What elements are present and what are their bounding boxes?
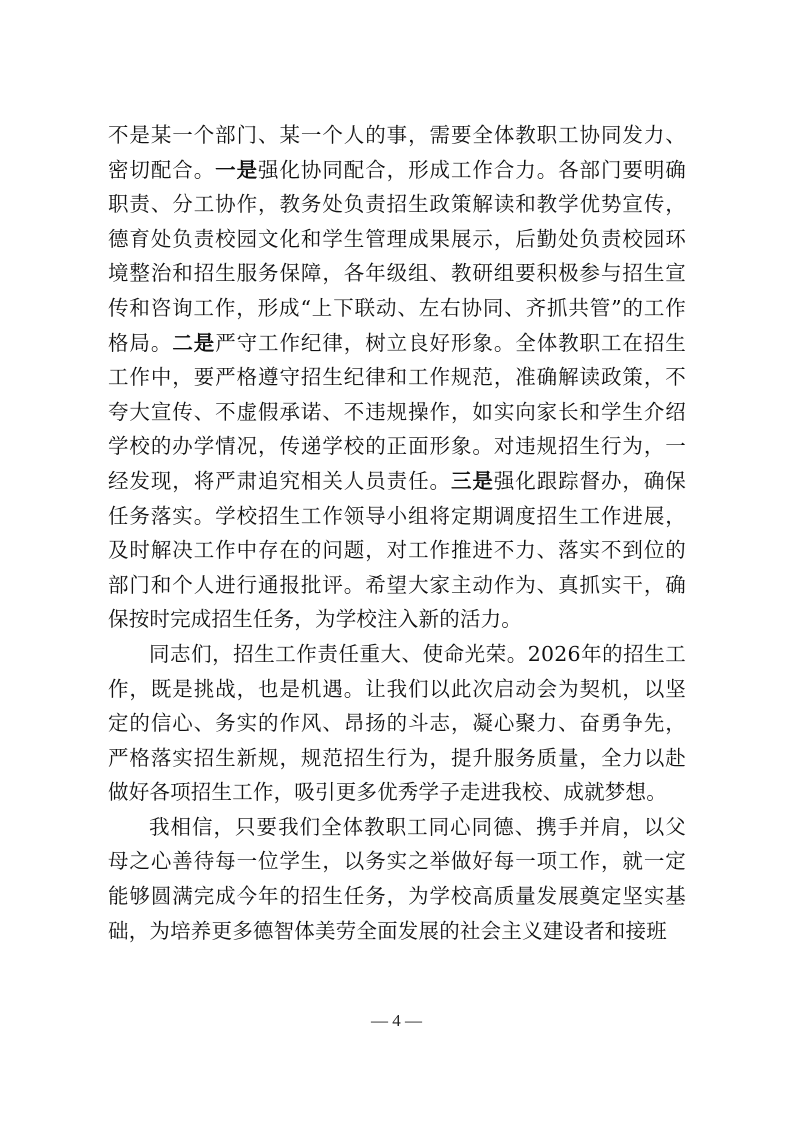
point-three-label: 三是 [450, 468, 494, 493]
point-two-text: 严守工作纪律，树立良好形象。全体教职工在招生工作中，要严格遵守招生纪律和工作规范，准确解读政策，不夸大宣传、不虚假承诺、不违规操作，如实向家长和学生介绍学校的办学情况，传递学校的正面形象。对违规招生行为，一经发现，将严肃追究相关人员责任。 [108, 330, 686, 493]
paragraph-1 [108, 118, 686, 637]
paragraph-2 [108, 637, 686, 810]
point-one-label: 一是 [215, 157, 259, 182]
page-number: — 4 — [371, 1011, 422, 1030]
point-two-label: 二是 [172, 330, 216, 355]
paragraph-2-text: 同志们，招生工作责任重大、使命光荣。2026年的招生工作，既是挑战，也是机遇。让我们以此次启动会为契机，以坚定的信心、务实的作风、昂扬的斗志，凝心聚力、奋勇争先，严格落实招生新规，规范招生行为，提升服务质量，全力以赴做好各项招生工作，吸引更多优秀学子走进我校、成就梦想。 [108, 641, 686, 805]
point-three-text: 强化跟踪督办，确保任务落实。学校招生工作领导小组将定期调度招生工作进展，及时解决工作中存在的问题，对工作推进不力、落实不到位的部门和个人进行通报批评。希望大家主动作为、真抓实干，确保按时完成招生任务，为学校注入新的活力。 [108, 468, 686, 632]
paragraph-3-text: 我相信，只要我们全体教职工同心同德、携手并肩，以父母之心善待每一位学生，以务实之举做好每一项工作，就一定能够圆满完成今年的招生任务，为学校高质量发展奠定坚实基础，为培养更多德智体美劳全面发展的社会主义建设者和接班 [108, 814, 686, 943]
body-text [108, 118, 686, 948]
paragraph-1-text: 不是某一个部门、某一个人的事，需要全体教职工协同发力、密切配合。 [108, 123, 686, 182]
paragraph-3 [108, 810, 686, 948]
point-one-text: 强化协同配合，形成工作合力。各部门要明确职责、分工协作，教务处负责招生政策解读和教学优势宣传，德育处负责校园文化和学生管理成果展示，后勤处负责校园环境整治和招生服务保障，各年级组、教研组要积极参与招生宣传和咨询工作，形成“上下联动、左右协同、齐抓共管”的工作格局。 [108, 157, 686, 355]
